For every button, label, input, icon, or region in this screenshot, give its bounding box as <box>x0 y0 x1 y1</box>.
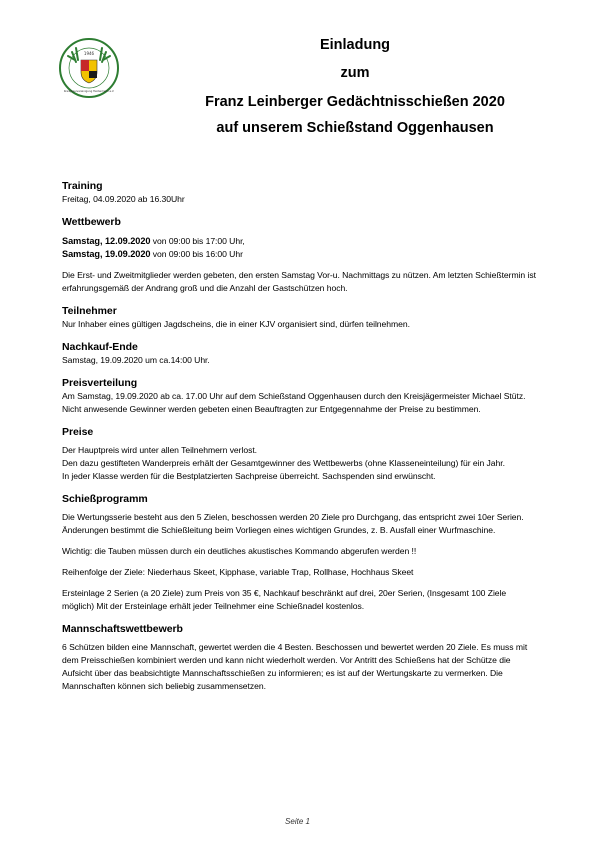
preise-line-1: Der Hauptpreis wird unter allen Teilnehmern verlost. <box>62 445 257 455</box>
schiessprogramm-para-2: Wichtig: die Tauben müssen durch ein deutliches akustisches Kommando abgerufen werden !! <box>62 546 417 556</box>
logo-ring-text: Kreisjägervereinigung Heidenheim e.V. <box>63 90 115 93</box>
preisverteilung-heading: Preisverteilung <box>62 377 138 389</box>
nachkauf-heading: Nachkauf-Ende <box>62 341 138 353</box>
club-logo <box>58 36 120 100</box>
teilnehmer-text: Nur Inhaber eines gültigen Jagdscheins, die in einer KJV organisiert sind, dürfen teilnehmen. <box>62 319 410 329</box>
page-number: Seite 1 <box>285 817 310 826</box>
title-line-2: zum <box>340 65 370 81</box>
training-text: Freitag, 04.09.2020 ab 16.30Uhr <box>62 194 185 204</box>
title-line-3: Franz Leinberger Gedächtnisschießen 2020 <box>205 94 505 110</box>
schiessprogramm-para-1: Die Wertungsserie besteht aus den 5 Zielen, beschossen werden 20 Ziele pro Durchgang, das entspricht zwei 10er Serien. Änderungen bestimmt die Schießleitung beim Vorliegen eines wichtigen Grundes, z. B. Ausfall einer Wurfmaschine. <box>62 512 524 535</box>
wettbewerb-paragraph: Die Erst- und Zweitmitglieder werden gebeten, den ersten Samstag Vor-u. Nachmittags zu nützen. Am letzten Schießtermin ist erfahrungsgemäß der Andrang groß und die Anzahl der Gastschützen hoch. <box>62 270 536 293</box>
title-line-1: Einladung <box>319 37 391 53</box>
title-line-4: auf unserem Schießstand Oggenhausen <box>216 120 494 136</box>
preise-line-2: Den dazu gestifteten Wanderpreis erhält der Gesamtgewinner des Wettbewerbs (ohne Klasseneinteilung) für ein Jahr. <box>62 458 505 468</box>
mannschaft-heading: Mannschaftswettbewerb <box>62 623 183 635</box>
logo-year: 1946 <box>83 51 95 56</box>
teilnehmer-heading: Teilnehmer <box>62 305 117 317</box>
preise-line-3: In jeder Klasse werden für die Bestplatzierten Sachpreise überreicht. Sachspenden sind erwünscht. <box>62 471 436 481</box>
schiessprogramm-para-3: Reihenfolge der Ziele: Niederhaus Skeet, Kipphase, variable Trap, Rollhase, Hochhaus Skeet <box>62 567 414 577</box>
nachkauf-text: Samstag, 19.09.2020 um ca.14:00 Uhr. <box>62 355 210 365</box>
mannschaft-paragraph: 6 Schützen bilden eine Mannschaft, gewertet werden die 4 Besten. Beschossen und bewertet werden 20 Ziele. Es muss mit dem Preisschießen kombiniert werden und kann nicht wiederholt werden. Vor Antritt des Schießens hat der Schütze die Aufsicht über das beabsichtigte Mannschaftsschießen zu informieren; es ist auf der Wertungskarte zu vermerken. Die Mannschaften können sich beliebig zusammensetzen. <box>62 642 528 691</box>
preise-heading: Preise <box>62 426 94 438</box>
schiessprogramm-para-4: Ersteinlage 2 Serien (a 20 Ziele) zum Preis von 35 €, Nachkauf beschränkt auf drei, 20er Serien, (Insgesamt 100 Ziele möglich) Mit der Ersteinlage erhält jeder Teilnehmer eine Schießnadel kostenlos. <box>62 588 507 611</box>
wettbewerb-heading: Wettbewerb <box>62 216 121 228</box>
preisverteilung-text: Am Samstag, 19.09.2020 ab ca. 17.00 Uhr auf dem Schießstand Oggenhausen durch den Kreisjägermeister Michael Stütz. Nicht anwesende Gewinner werden gebeten einen Beauftragten zur Entgegennahme der Preise zu bestimmen. <box>62 391 526 414</box>
content <box>62 180 540 693</box>
wettbewerb-date-1: Samstag, 12.09.2020 von 09:00 bis 17:00 Uhr, <box>62 236 245 246</box>
training-heading: Training <box>62 180 103 192</box>
schiessprogramm-heading: Schießprogramm <box>62 493 148 505</box>
wettbewerb-date-2: Samstag, 19.09.2020 von 09:00 bis 16:00 Uhr <box>62 249 243 259</box>
